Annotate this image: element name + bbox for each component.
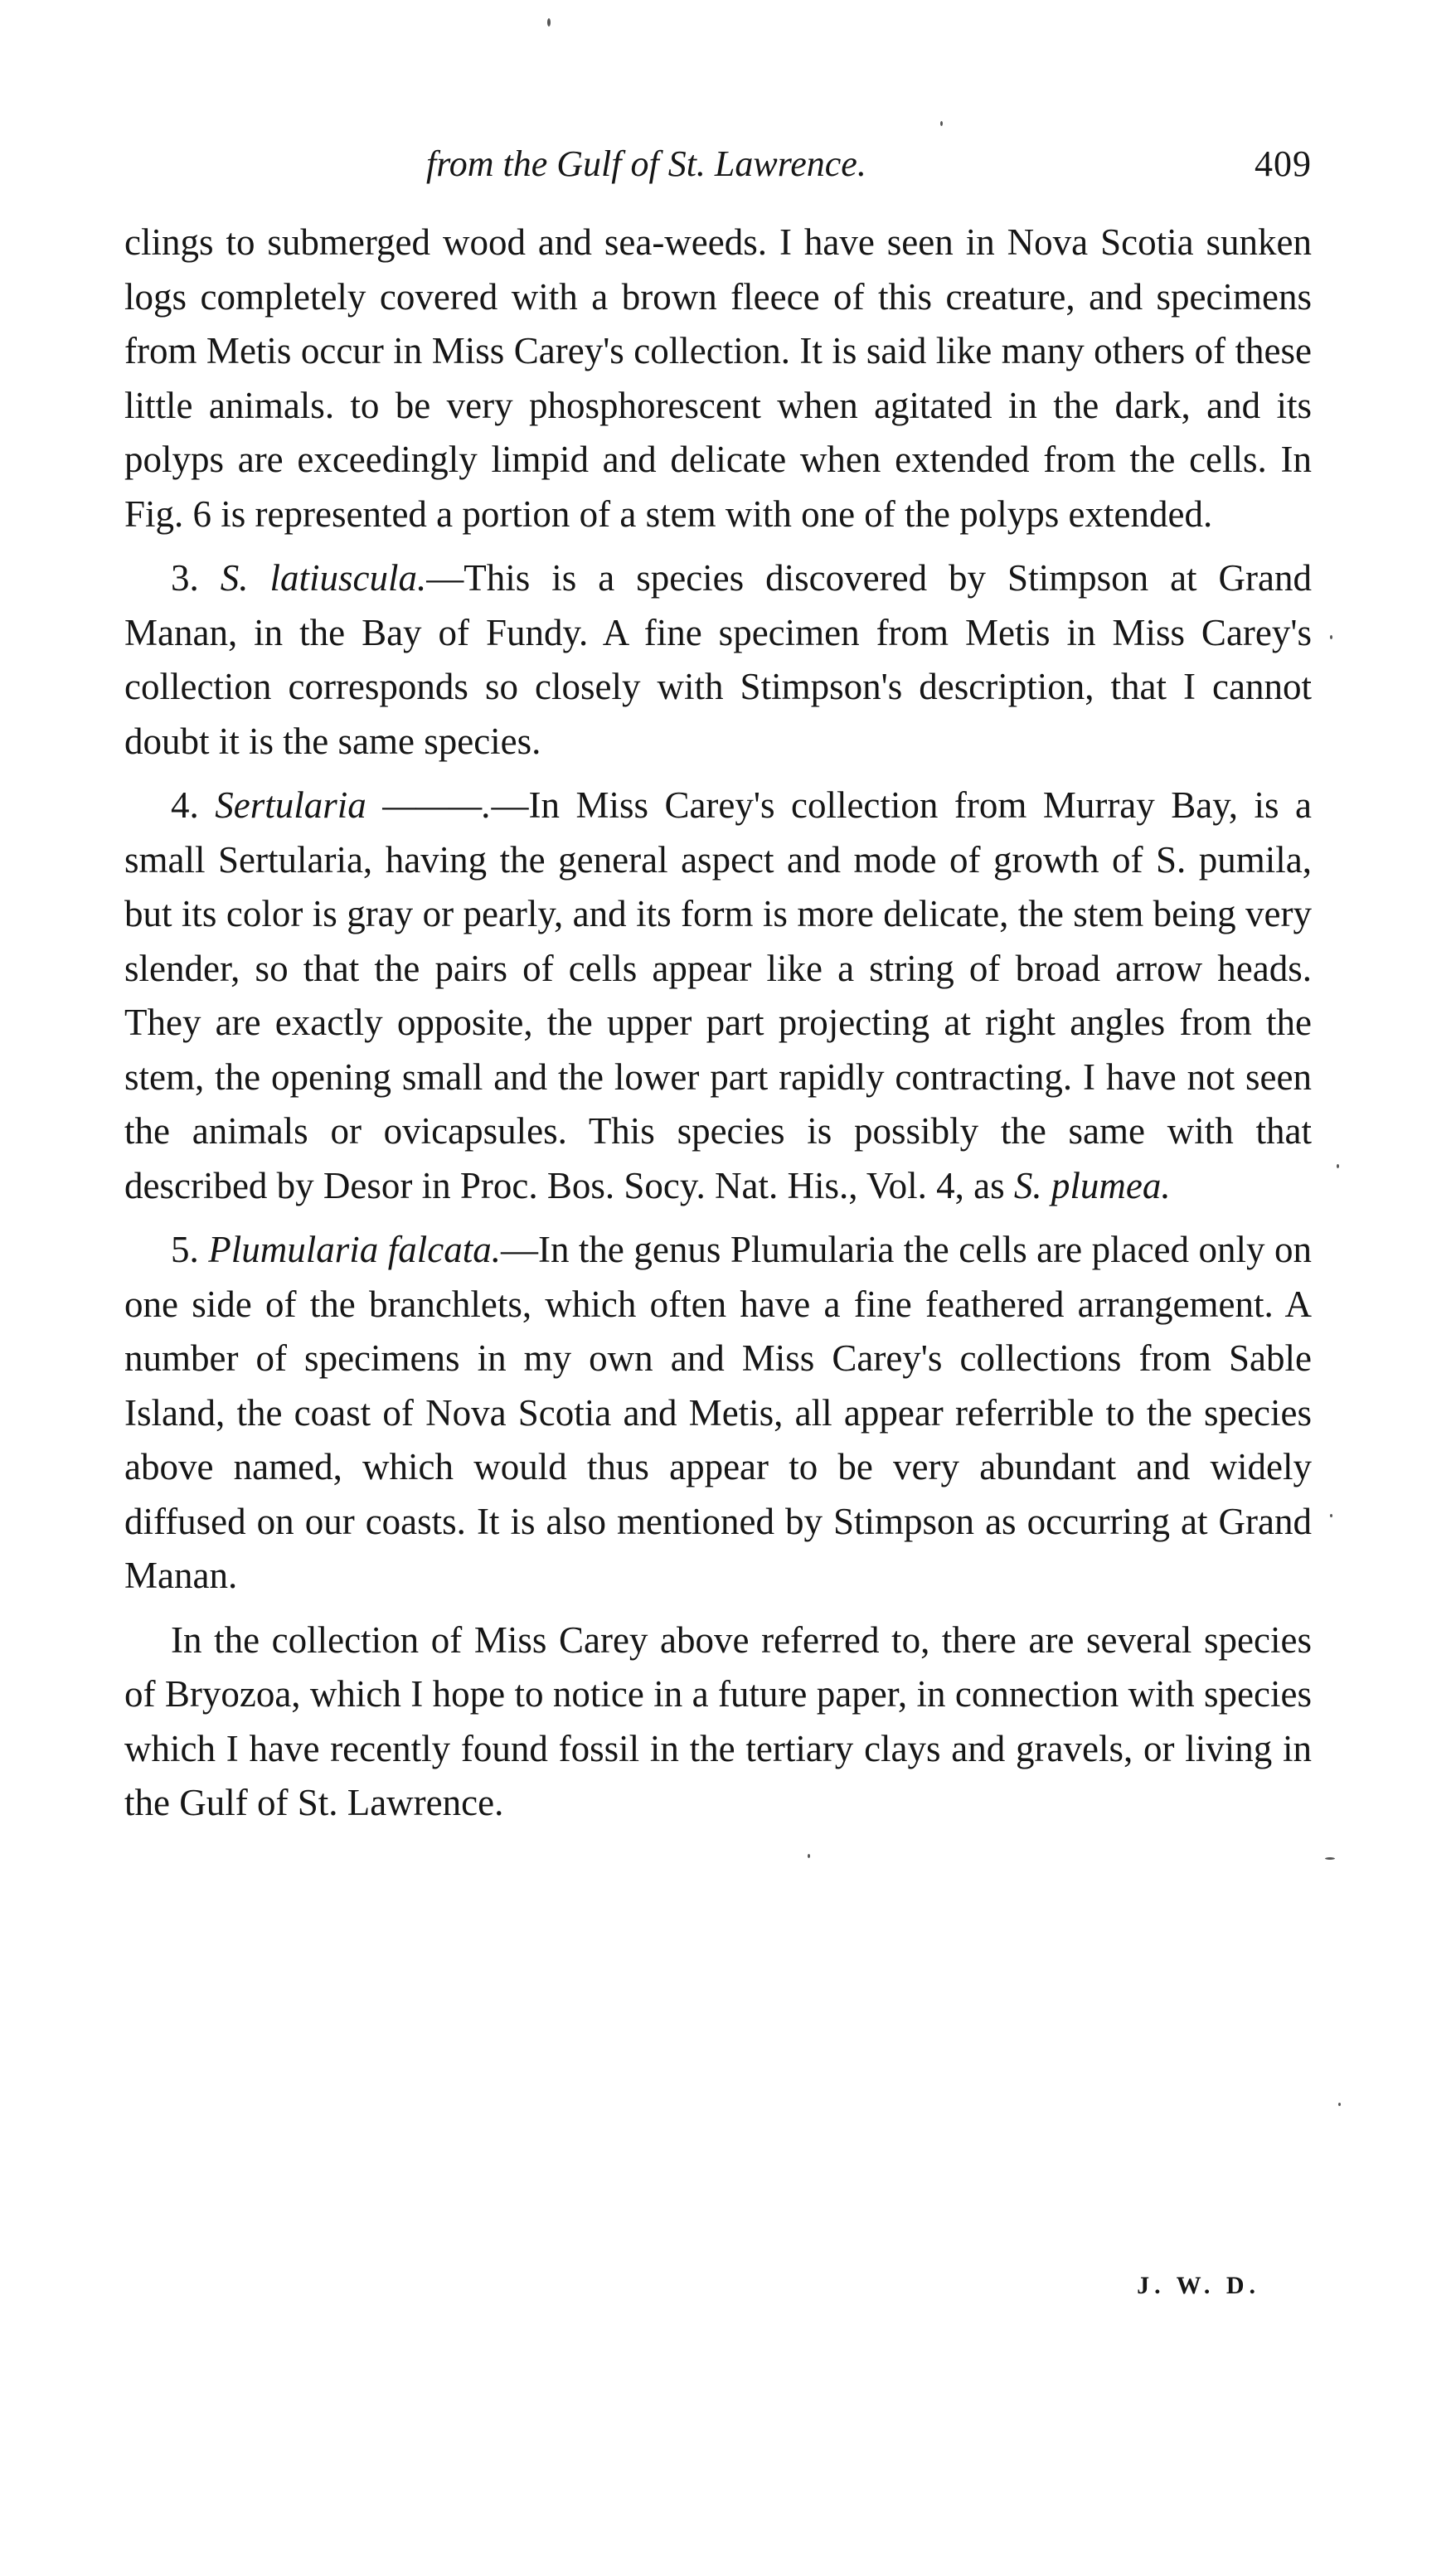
scan-speck bbox=[1325, 1857, 1335, 1860]
species-name: Sertularia ———. bbox=[215, 784, 492, 826]
paragraph-text: —In the genus Plumularia the cells are placed only on one side of the branchlets, which often have a fine feathered arrangement. A number of specimens in my own and Miss Carey's collections from Sable Island, the coast of Nova Scotia and Metis, all appear referrible to the species above named, which would thus appear to be very abundant and widely diffused on our coasts. It is also mentioned by Stimpson as occurring at Grand Manan. bbox=[124, 1229, 1312, 1596]
species-name-tail: S. plumea. bbox=[1013, 1164, 1171, 1206]
paragraph-text: clings to submerged wood and sea-weeds. I have seen in Nova Scotia sunken logs completely covered with a brown fleece of this creature, and specimens from Metis occur in Miss Carey's collection. It is said like many others of these little animals. to be very phosphorescent when agitated in the dark, and its polyps are exceedingly limpid and delicate when extended from the cells. In Fig. 6 is represented a portion of a stem with one of the polyps extended. bbox=[124, 221, 1312, 535]
paragraph-continuation bbox=[124, 216, 1312, 541]
species-name: S. latiuscula. bbox=[220, 557, 427, 599]
running-title: from the Gulf of St. Lawrence. bbox=[426, 143, 866, 184]
species-name: Plumularia falcata. bbox=[208, 1229, 501, 1270]
paragraph-text: —This is a species discovered by Stimpson at Grand Manan, in the Bay of Fundy. A fine specimen from Metis in Miss Carey's collection corresponds so closely with Stimpson's description, that I cannot doubt it is the same species. bbox=[124, 557, 1313, 762]
paragraph-closing bbox=[124, 1613, 1312, 1831]
scan-speck bbox=[940, 121, 943, 126]
scan-speck bbox=[1330, 1514, 1332, 1517]
species-number: 4. bbox=[171, 784, 199, 826]
scan-speck bbox=[1338, 2103, 1341, 2106]
scan-speck bbox=[808, 1854, 810, 1858]
page-header bbox=[124, 139, 1312, 189]
paragraph-text: In the collection of Miss Carey above referred to, there are several species of Bryozoa, which I hope to notice in a future paper, in connection with species which I have recently found fossil in the tertiary clays and gravels, or living in the Gulf of St. Lawrence. bbox=[124, 1618, 1312, 1823]
paragraph-species-4 bbox=[124, 779, 1312, 1213]
species-number: 3. bbox=[171, 557, 199, 599]
paragraph-species-5 bbox=[124, 1223, 1312, 1604]
page-number: 409 bbox=[1255, 143, 1312, 184]
author-signature: J. W. D. bbox=[1137, 2272, 1260, 2299]
species-number: 5. bbox=[171, 1229, 199, 1270]
paragraph-species-3 bbox=[124, 551, 1312, 769]
scan-speck bbox=[1337, 1164, 1339, 1168]
paragraph-text: —In Miss Carey's collection from Murray Bay, is a small Sertularia, having the general aspect and mode of growth of S. pumila, but its color is gray or pearly, and its form is more delicate, the stem being very slender, so that the pairs of cells appear like a string of broad arrow heads. They are exactly opposite, the upper part projecting at right angles from the stem, the opening small and the lower part rapidly contracting. I have not seen the animals or ovicapsules. This species is possibly the same with that described by Desor in Proc. Bos. Socy. Nat. His., Vol. 4, as bbox=[124, 784, 1312, 1206]
body-text bbox=[124, 216, 1312, 1841]
scan-speck bbox=[547, 18, 551, 27]
scan-speck bbox=[1330, 635, 1332, 639]
